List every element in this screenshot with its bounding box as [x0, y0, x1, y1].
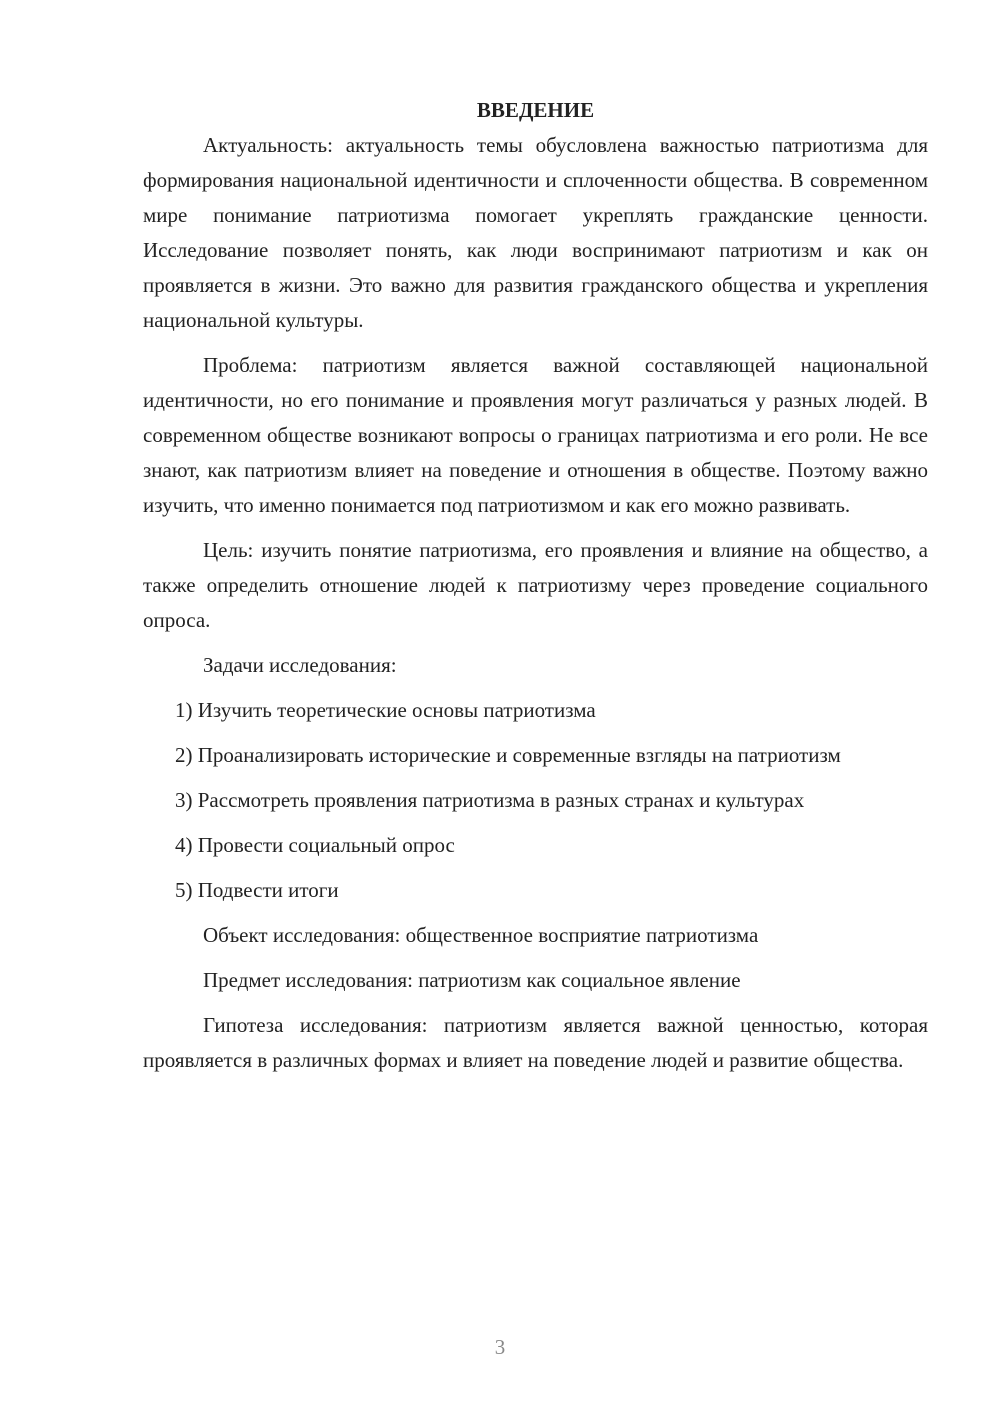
- page-number: 3: [494, 1335, 506, 1359]
- task-item: 1) Изучить теоретические основы патриотизма: [175, 698, 596, 722]
- task-item: 2) Проанализировать исторические и современные взгляды на патриотизм: [175, 743, 841, 767]
- relevance-paragraph: Актуальность: актуальность темы обусловлена важностью патриотизма для формирования национальной идентичности и сплоченности общества. В современном мире понимание патриотизма помогает укреплять гражданские ценности. Исследование позволяет понять, как люди воспринимают патриотизм и как он проявляется в жизни. Это важно для развития гражданского общества и укрепления национальной культуры.: [143, 133, 928, 332]
- document-body: [143, 93, 928, 1088]
- task-item: 3) Рассмотреть проявления патриотизма в разных странах и культурах: [175, 788, 805, 812]
- tasks-heading: Задачи исследования:: [203, 653, 397, 677]
- goal-paragraph: Цель: изучить понятие патриотизма, его проявления и влияние на общество, а также определить отношение людей к патриотизму через проведение социального опроса.: [143, 538, 928, 632]
- research-hypothesis: Гипотеза исследования: патриотизм является важной ценностью, которая проявляется в различных формах и влияет на поведение людей и развитие общества.: [143, 1013, 928, 1072]
- task-item: 4) Провести социальный опрос: [175, 833, 455, 857]
- task-item: 5) Подвести итоги: [175, 878, 339, 902]
- problem-paragraph: Проблема: патриотизм является важной составляющей национальной идентичности, но его понимание и проявления могут различаться у разных людей. В современном обществе возникают вопросы о границах патриотизма и его роли. Не все знают, как патриотизм влияет на поведение и отношения в обществе. Поэтому важно изучить, что именно понимается под патриотизмом и как его можно развивать.: [143, 353, 928, 517]
- research-object: Объект исследования: общественное восприятие патриотизма: [203, 923, 759, 947]
- research-subject: Предмет исследования: патриотизм как социальное явление: [203, 968, 741, 992]
- page-title: ВВЕДЕНИЕ: [476, 98, 595, 122]
